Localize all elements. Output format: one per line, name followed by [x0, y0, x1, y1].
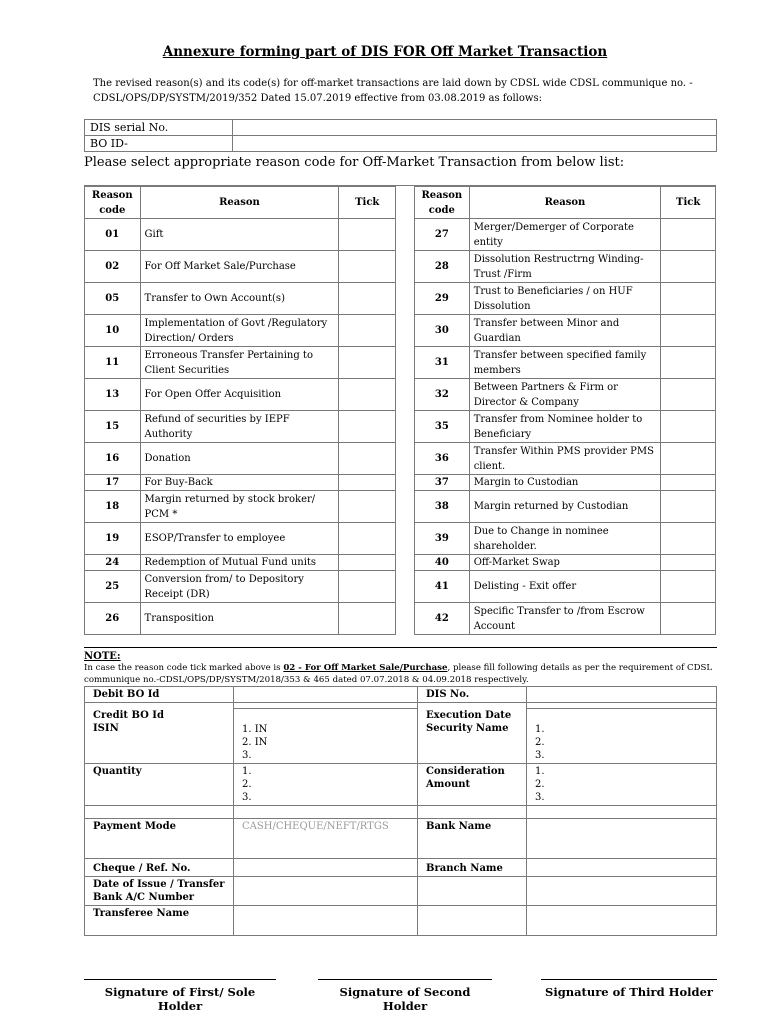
reason-code: 24 — [85, 555, 141, 571]
reason-code: 39 — [415, 523, 470, 555]
reason-row — [415, 283, 716, 315]
reason-text: Trust to Beneficiaries / on HUF Dissolution — [469, 283, 661, 315]
reason-code: 02 — [85, 251, 141, 283]
reason-text: Margin returned by Custodian — [469, 491, 661, 523]
isin-values[interactable]: 1. IN 2. IN 3. — [234, 709, 418, 764]
tick-box[interactable] — [661, 571, 716, 603]
transferee-extra — [418, 906, 527, 936]
reason-code: 17 — [85, 475, 141, 491]
reason-text: Transfer between specified family members — [469, 347, 661, 379]
reason-code: 29 — [415, 283, 470, 315]
quantity-label: Quantity — [85, 764, 234, 806]
tick-box[interactable] — [661, 443, 716, 475]
reason-text: Specific Transfer to /from Escrow Account — [469, 603, 661, 635]
tick-box[interactable] — [661, 379, 716, 411]
security-name-label: Security Name — [426, 722, 509, 734]
tick-box[interactable] — [339, 443, 396, 475]
transferee-field[interactable] — [234, 906, 418, 936]
reason-code: 05 — [85, 283, 141, 315]
reason-row — [415, 443, 716, 475]
reason-text: ESOP/Transfer to employee — [140, 523, 339, 555]
tick-box[interactable] — [661, 251, 716, 283]
dis-no-field[interactable] — [527, 687, 717, 703]
intro-paragraph: The revised reason(s) and its code(s) for off-market transactions are laid down by CDSL wide CDSL communique no. - CDSL/OPS/DP/SYSTM/2019/352 Dated 15.07.2019 effective from 03.08.2019 as follows: — [93, 78, 693, 104]
security-name-values[interactable]: 1. 2. 3. — [527, 709, 717, 764]
reason-text: Transfer Within PMS provider PMS client. — [469, 443, 661, 475]
reason-row — [85, 219, 396, 251]
reason-row — [85, 347, 396, 379]
reason-text: Implementation of Govt /Regulatory Direction/ Orders — [140, 315, 339, 347]
tick-box[interactable] — [339, 283, 396, 315]
reason-text: Redemption of Mutual Fund units — [140, 555, 339, 571]
reason-code: 42 — [415, 603, 470, 635]
reason-text: Refund of securities by IEPF Authority — [140, 411, 339, 443]
reason-text: Due to Change in nominee shareholder. — [469, 523, 661, 555]
date-issue-extra — [418, 877, 527, 906]
reason-code: 18 — [85, 491, 141, 523]
tick-box[interactable] — [661, 283, 716, 315]
reason-code: 38 — [415, 491, 470, 523]
reason-text: Merger/Demerger of Corporate entity — [469, 219, 661, 251]
signature-third-holder[interactable]: Signature of Third Holder — [541, 979, 717, 999]
reason-row — [85, 379, 396, 411]
reason-text: Between Partners & Firm or Director & Company — [469, 379, 661, 411]
tick-box[interactable] — [661, 347, 716, 379]
reason-code: 10 — [85, 315, 141, 347]
transaction-details-table — [84, 686, 717, 936]
reason-code: 36 — [415, 443, 470, 475]
reason-text: Off-Market Swap — [469, 555, 661, 571]
right-header-tick: Tick — [661, 187, 716, 219]
dis-no-label: DIS No. — [418, 687, 527, 703]
reason-text: Transposition — [140, 603, 339, 635]
reason-row — [415, 347, 716, 379]
reason-row — [415, 571, 716, 603]
cheque-ref-label: Cheque / Ref. No. — [85, 859, 234, 877]
branch-name-label: Branch Name — [418, 859, 527, 877]
reason-code: 40 — [415, 555, 470, 571]
bo-id-field[interactable] — [233, 136, 717, 152]
tick-box[interactable] — [661, 411, 716, 443]
dis-serial-label: DIS serial No. — [85, 120, 233, 136]
reason-row — [415, 411, 716, 443]
payment-mode-label: Payment Mode — [85, 819, 234, 859]
reason-row — [415, 251, 716, 283]
reason-row — [415, 475, 716, 491]
reason-text: Delisting - Exit offer — [469, 571, 661, 603]
reason-row — [85, 571, 396, 603]
reason-code: 28 — [415, 251, 470, 283]
reason-row — [85, 523, 396, 555]
date-issue-label: Date of Issue / Transfer Bank A/C Number — [85, 877, 234, 906]
reason-text: Erroneous Transfer Pertaining to Client Securities — [140, 347, 339, 379]
tick-box[interactable] — [661, 555, 716, 571]
bank-ac-field[interactable] — [527, 877, 717, 906]
signature-first-holder[interactable]: Signature of First/ Sole Holder — [84, 979, 276, 1013]
reason-text: Conversion from/ to Depository Receipt (DR) — [140, 571, 339, 603]
transferee-extra-2 — [527, 906, 717, 936]
reason-row — [415, 219, 716, 251]
reason-code: 26 — [85, 603, 141, 635]
reason-text: For Buy-Back — [140, 475, 339, 491]
payment-mode-field[interactable]: CASH/CHEQUE/NEFT/RTGS — [234, 819, 418, 859]
debit-bo-field[interactable] — [234, 687, 418, 703]
debit-bo-label: Debit BO Id — [85, 687, 234, 703]
reason-row — [415, 315, 716, 347]
reason-row — [85, 411, 396, 443]
tick-box[interactable] — [339, 315, 396, 347]
reason-text: Margin returned by stock broker/ PCM * — [140, 491, 339, 523]
reason-row — [85, 283, 396, 315]
tick-box[interactable] — [339, 603, 396, 635]
note-heading: NOTE: — [84, 651, 121, 662]
reason-code: 15 — [85, 411, 141, 443]
tick-box[interactable] — [661, 491, 716, 523]
execution-date-label: Execution Date Security Name — [418, 709, 527, 764]
branch-name-field[interactable] — [527, 859, 717, 877]
reason-text: Margin to Custodian — [469, 475, 661, 491]
reason-code: 27 — [415, 219, 470, 251]
reason-row — [85, 491, 396, 523]
reason-text: For Off Market Sale/Purchase — [140, 251, 339, 283]
left-header-reason: Reason — [140, 187, 339, 219]
reason-text: Transfer from Nominee holder to Beneficiary — [469, 411, 661, 443]
transferee-label: Transferee Name — [85, 906, 234, 936]
tick-box[interactable] — [339, 523, 396, 555]
reason-code: 32 — [415, 379, 470, 411]
reason-row — [85, 475, 396, 491]
reason-row — [85, 555, 396, 571]
consideration-values[interactable]: 1. 2. 3. — [527, 764, 717, 806]
tick-box[interactable] — [339, 491, 396, 523]
reason-row — [85, 315, 396, 347]
reason-code: 01 — [85, 219, 141, 251]
signature-second-holder[interactable]: Signature of Second Holder — [318, 979, 492, 1013]
left-header-tick: Tick — [339, 187, 396, 219]
reason-code: 35 — [415, 411, 470, 443]
reason-code: 13 — [85, 379, 141, 411]
dis-info-table — [84, 119, 717, 152]
reason-row — [85, 251, 396, 283]
note-text: In case the reason code tick marked above is 02 - For Off Market Sale/Purchase, please fill following details as per the requirement of CDSL communique no.-CDSL/OPS/DP/SYSTM/2018/353 & 465 dated 07.07.2018 & 04.09.2018 respectively. — [84, 663, 713, 685]
right-header-reason: Reason — [469, 187, 661, 219]
quantity-values[interactable]: 1. 2. 3. — [234, 764, 418, 806]
select-instruction: Please select appropriate reason code for Off-Market Transaction from below list: — [84, 155, 625, 170]
reason-code: 31 — [415, 347, 470, 379]
tick-box[interactable] — [661, 523, 716, 555]
reason-row — [415, 603, 716, 635]
bank-ac-label: Bank A/C Number — [93, 892, 195, 903]
reason-code: 37 — [415, 475, 470, 491]
left-header-code: Reason code — [85, 187, 141, 219]
reason-row — [415, 555, 716, 571]
reason-text: Donation — [140, 443, 339, 475]
tick-box[interactable] — [661, 315, 716, 347]
tick-box[interactable] — [339, 571, 396, 603]
tick-box[interactable] — [339, 475, 396, 491]
tick-box[interactable] — [661, 603, 716, 635]
tick-box[interactable] — [339, 555, 396, 571]
isin-label: ISIN — [93, 722, 119, 734]
tick-box[interactable] — [339, 347, 396, 379]
reason-code: 41 — [415, 571, 470, 603]
bank-name-label: Bank Name — [418, 819, 527, 859]
reason-row — [415, 523, 716, 555]
reason-text: Dissolution Restructrng Winding-Trust /Firm — [469, 251, 661, 283]
reason-table-right — [414, 186, 716, 635]
reason-text: Transfer between Minor and Guardian — [469, 315, 661, 347]
reason-text: Transfer to Own Account(s) — [140, 283, 339, 315]
reason-row — [85, 603, 396, 635]
reason-code: 25 — [85, 571, 141, 603]
bank-name-field[interactable] — [527, 819, 717, 859]
bo-id-label: BO ID- — [85, 136, 233, 152]
tick-box[interactable] — [339, 219, 396, 251]
consideration-label: Consideration Amount — [418, 764, 527, 806]
reason-table-left — [84, 186, 396, 635]
tick-box[interactable] — [339, 251, 396, 283]
dis-serial-field[interactable] — [233, 120, 717, 136]
reason-code: 11 — [85, 347, 141, 379]
reason-row — [415, 379, 716, 411]
reason-code: 16 — [85, 443, 141, 475]
reason-text: Gift — [140, 219, 339, 251]
tick-box[interactable] — [661, 219, 716, 251]
cheque-ref-field[interactable] — [234, 859, 418, 877]
document-title: Annexure forming part of DIS FOR Off Market Transaction — [162, 44, 608, 60]
reason-code-grid — [84, 185, 716, 632]
date-issue-field[interactable] — [234, 877, 418, 906]
tick-box[interactable] — [339, 411, 396, 443]
reason-row — [85, 443, 396, 475]
credit-bo-label: Credit BO Id ISIN — [85, 709, 234, 764]
reason-row — [415, 491, 716, 523]
reason-code: 19 — [85, 523, 141, 555]
reason-text: For Open Offer Acquisition — [140, 379, 339, 411]
tick-box[interactable] — [339, 379, 396, 411]
note-divider — [84, 647, 717, 648]
tick-box[interactable] — [661, 475, 716, 491]
reason-code: 30 — [415, 315, 470, 347]
right-header-code: Reason code — [415, 187, 470, 219]
